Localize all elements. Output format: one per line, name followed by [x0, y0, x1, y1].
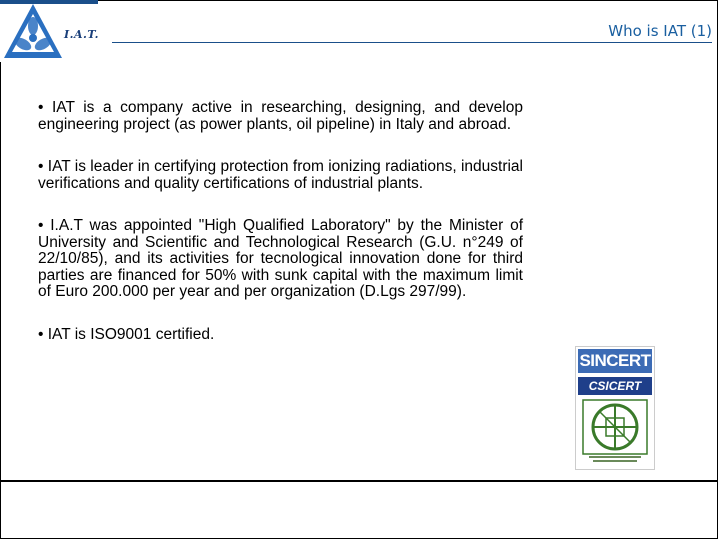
paragraph-certifying: • IAT is leader in certifying protection from ionizing radiations, industrial verifications and quality certifications of industrial plants. [38, 158, 523, 192]
certification-caption [578, 455, 652, 467]
page-title: Who is IAT (1) [608, 22, 712, 40]
content-body [38, 100, 523, 369]
header-divider [112, 42, 712, 43]
paragraph-iso: • IAT is ISO9001 certified. [38, 325, 215, 343]
sincert-logo: SINCERT [578, 349, 652, 373]
certification-logos [575, 346, 655, 470]
company-logo [0, 0, 98, 62]
logo-text: I.A.T. [64, 28, 99, 41]
paragraph-laboratory: • I.A.T was appointed "High Qualified Laboratory" by the Minister of University and Scientific and Technological Research (G.U. n°249 of 22/10/85), and its activities for tecnological innovation done for third parties are financed for 50% with sunk capital with the maximum limit of Euro 200.000 per year and per organization (D.Lgs 297/99). [38, 217, 523, 300]
csicert-logo: CSICERT [578, 377, 652, 395]
iat-logo-icon [2, 2, 64, 62]
caption-lines-icon [585, 455, 645, 465]
footer-bar [0, 481, 718, 539]
paragraph-research: • IAT is a company active in researching, designing, and develop engineering project (as power plants, oil pipeline) in Italy and abroad. [38, 99, 523, 133]
certification-seal-icon [582, 399, 648, 455]
